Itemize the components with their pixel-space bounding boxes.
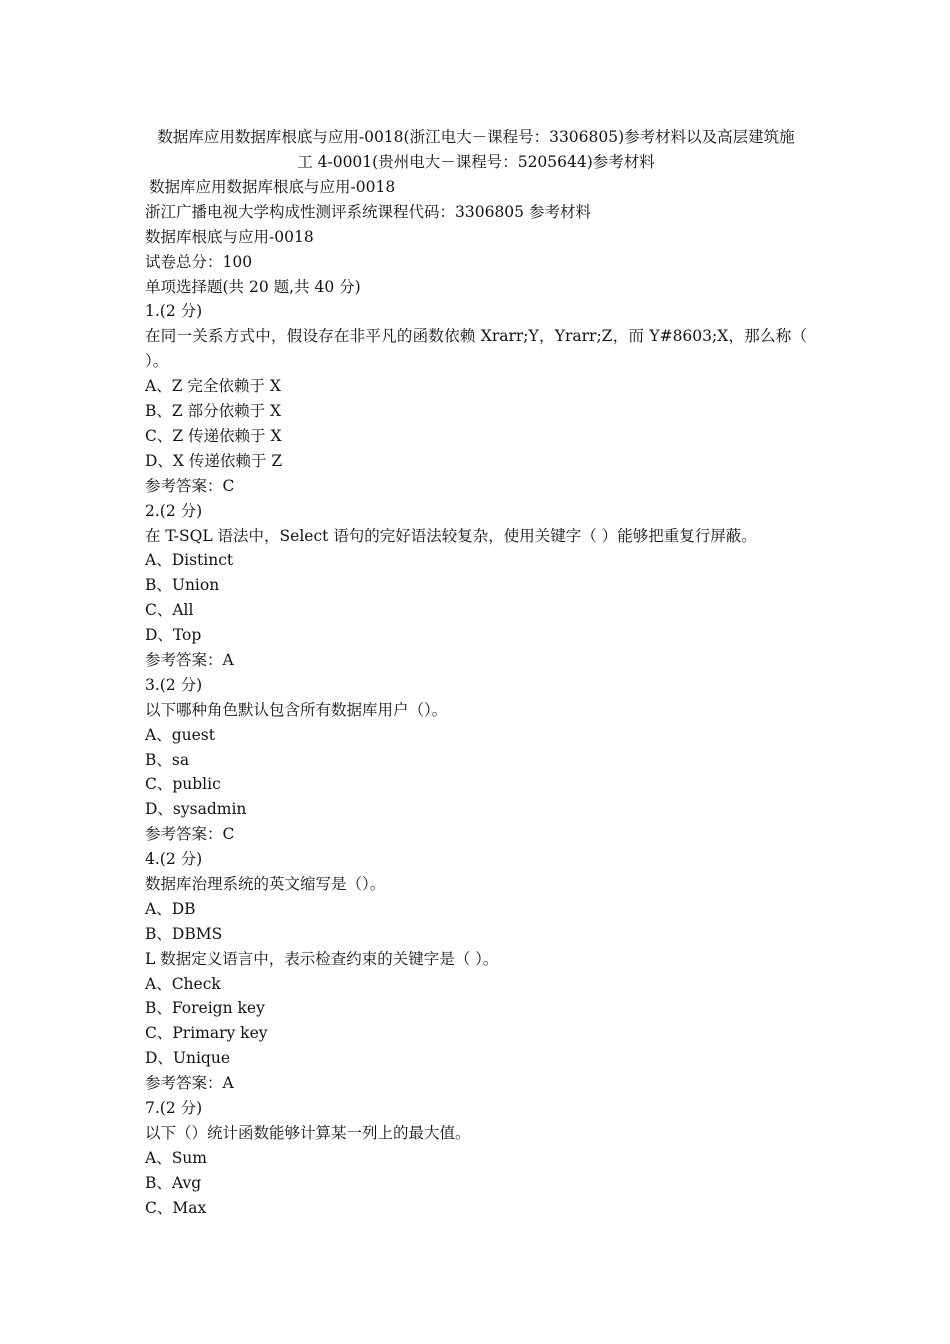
answer-option: A、Distinct <box>145 551 234 570</box>
document-body <box>145 175 807 1221</box>
answer-option: B、Z 部分依赖于 X <box>145 402 282 421</box>
answer-option: B、sa <box>145 750 190 769</box>
question-text: 在同一关系方式中，假设存在非平凡的函数依赖 Xrarr;Y，Yrarr;Z，而 Y#8603;X，那么称（ ）。 <box>145 327 807 371</box>
answer-option: A、Check <box>145 974 221 993</box>
question-text: 在 T-SQL 语法中，Select 语句的完好语法较复杂，使用关键字（ ）能够把重复行屏蔽。 <box>145 526 757 545</box>
question-text: L 数据定义语言中，表示检查约束的关键字是（ ）。 <box>145 949 499 968</box>
reference-answer: 参考答案：A <box>145 1074 234 1093</box>
answer-option: C、Z 传递依赖于 X <box>145 426 282 445</box>
question-number: 3.(2 分) <box>145 675 203 694</box>
answer-option: D、Unique <box>145 1049 231 1068</box>
section-heading: 单项选择题(共 20 题,共 40 分) <box>145 277 361 296</box>
question-text: 数据库治理系统的英文缩写是（）。 <box>145 875 386 893</box>
reference-answer: 参考答案：C <box>145 476 235 495</box>
exam-name: 数据库根底与应用-0018 <box>145 227 314 246</box>
answer-option: A、DB <box>145 899 196 918</box>
answer-option: C、All <box>145 601 194 620</box>
question-number: 7.(2 分) <box>145 1099 203 1118</box>
reference-answer: 参考答案：C <box>145 825 235 844</box>
answer-option: C、public <box>145 775 221 794</box>
question-number: 2.(2 分) <box>145 501 203 520</box>
course-name: 数据库应用数据库根底与应用-0018 <box>149 178 396 196</box>
answer-option: D、X 传递依赖于 Z <box>145 451 283 470</box>
course-code-line: 浙江广播电视大学构成性测评系统课程代码：3306805 参考材料 <box>145 202 591 221</box>
answer-option: D、sysadmin <box>145 800 247 819</box>
document-title <box>145 125 807 175</box>
answer-option: B、Avg <box>145 1173 202 1192</box>
title-line-2: 工 4-0001(贵州电大－课程号：5205644)参考材料 <box>297 153 655 171</box>
answer-option: D、Top <box>145 626 202 645</box>
question-number: 4.(2 分) <box>145 850 203 869</box>
question-number: 1.(2 分) <box>145 302 203 321</box>
answer-option: A、Z 完全依赖于 X <box>145 377 281 396</box>
answer-option: C、Primary key <box>145 1024 268 1043</box>
answer-option: C、Max <box>145 1198 207 1217</box>
answer-option: A、Sum <box>145 1148 207 1167</box>
answer-option: B、DBMS <box>145 924 223 943</box>
answer-option: B、Foreign key <box>145 999 265 1018</box>
question-text: 以下（）统计函数能够计算某一列上的最大值。 <box>145 1123 471 1142</box>
total-score: 试卷总分：100 <box>145 252 253 271</box>
answer-option: A、guest <box>145 725 215 744</box>
reference-answer: 参考答案：A <box>145 650 234 669</box>
title-line-1: 数据库应用数据库根底与应用-0018(浙江电大－课程号：3306805)参考材料以及高层建筑施 <box>157 128 795 146</box>
question-text: 以下哪种角色默认包含所有数据库用户（）。 <box>145 700 448 719</box>
answer-option: B、Union <box>145 576 220 595</box>
